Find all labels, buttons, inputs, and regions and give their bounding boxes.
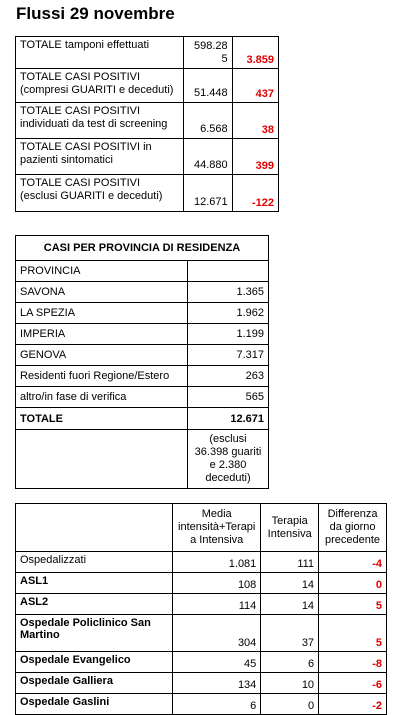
table-row-total <box>16 408 269 430</box>
hospital-name: ASL2 <box>16 594 173 615</box>
diff-value: 0 <box>319 573 387 594</box>
table-row <box>16 573 387 594</box>
table-row <box>16 673 387 694</box>
table-row <box>16 282 269 303</box>
row-label: TOTALE CASI POSITIVI (compresi GUARITI e deceduti) <box>16 69 184 103</box>
diff-value: -4 <box>319 552 387 573</box>
total-value: 12.671 <box>188 408 269 430</box>
total-label: TOTALE <box>16 408 188 430</box>
province-value: 565 <box>188 387 269 408</box>
province-value: 7.317 <box>188 345 269 366</box>
hospital-table <box>15 503 387 715</box>
province-name: GENOVA <box>16 345 188 366</box>
column-header-differenza: Differenza da giorno precedente <box>319 504 387 552</box>
row-value: 44.880 <box>184 139 233 175</box>
table-header-row <box>16 504 387 552</box>
province-value: 1.199 <box>188 324 269 345</box>
diff-value: 5 <box>319 594 387 615</box>
table-row <box>16 261 269 282</box>
province-value: 1.962 <box>188 303 269 324</box>
ti-value: 37 <box>261 615 319 652</box>
row-label: TOTALE CASI POSITIVI (esclusi GUARITI e deceduti) <box>16 175 184 212</box>
table-row <box>16 615 387 652</box>
ti-value: 6 <box>261 652 319 673</box>
empty-cell <box>188 261 269 282</box>
media-value: 108 <box>173 573 261 594</box>
column-header-media: Media intensità+Terapi a Intensiva <box>173 504 261 552</box>
row-diff: 38 <box>232 103 278 139</box>
province-value: 1.365 <box>188 282 269 303</box>
row-value <box>184 37 233 69</box>
row-diff: 399 <box>232 139 278 175</box>
media-value: 134 <box>173 673 261 694</box>
table-row <box>16 552 387 573</box>
province-name: Residenti fuori Regione/Estero <box>16 366 188 387</box>
diff-value: -6 <box>319 673 387 694</box>
hospital-name: Ospedale Galliera <box>16 673 173 694</box>
total-note: (esclusi 36.398 guariti e 2.380 deceduti) <box>188 430 269 489</box>
table-row <box>16 37 279 69</box>
diff-value: -2 <box>319 694 387 715</box>
row-label: TOTALE tamponi effettuati <box>16 37 184 69</box>
empty-header-cell <box>16 504 173 552</box>
table-row <box>16 69 279 103</box>
media-value: 1.081 <box>173 552 261 573</box>
hospital-name: Ospedale Gaslini <box>16 694 173 715</box>
value-text: 598.28 5 <box>193 40 228 65</box>
table-row <box>16 430 269 489</box>
row-value: 6.568 <box>184 103 233 139</box>
province-name: altro/in fase di verifica <box>16 387 188 408</box>
province-name: IMPERIA <box>16 324 188 345</box>
diff-value: -8 <box>319 652 387 673</box>
table-row <box>16 366 269 387</box>
media-value: 114 <box>173 594 261 615</box>
table-row <box>16 303 269 324</box>
ti-value: 111 <box>261 552 319 573</box>
row-diff: -122 <box>232 175 278 212</box>
row-value: 12.671 <box>184 175 233 212</box>
province-column-label: PROVINCIA <box>16 261 188 282</box>
province-table <box>15 235 269 489</box>
row-diff: 437 <box>232 69 278 103</box>
hospital-name: ASL1 <box>16 573 173 594</box>
hospital-name: Ospedalizzati <box>16 552 173 573</box>
page-title: Flussi 29 novembre <box>16 4 175 23</box>
column-header-terapia: Terapia Intensiva <box>261 504 319 552</box>
province-table-header: CASI PER PROVINCIA DI RESIDENZA <box>16 236 269 261</box>
ti-value: 14 <box>261 573 319 594</box>
row-label: TOTALE CASI POSITIVI in pazienti sintomatici <box>16 139 184 175</box>
empty-cell <box>16 430 188 489</box>
row-diff: 3.859 <box>232 37 278 69</box>
media-value: 45 <box>173 652 261 673</box>
province-name: LA SPEZIA <box>16 303 188 324</box>
province-name: SAVONA <box>16 282 188 303</box>
table-row <box>16 175 279 212</box>
table-row <box>16 387 269 408</box>
ti-value: 0 <box>261 694 319 715</box>
table-header-row <box>16 236 269 261</box>
table-row <box>16 694 387 715</box>
table-row <box>16 139 279 175</box>
diff-value: 5 <box>319 615 387 652</box>
row-value: 51.448 <box>184 69 233 103</box>
hospital-name: Ospedale Evangelico <box>16 652 173 673</box>
province-value: 263 <box>188 366 269 387</box>
ti-value: 14 <box>261 594 319 615</box>
table-row <box>16 594 387 615</box>
table-row <box>16 345 269 366</box>
row-label: TOTALE CASI POSITIVI individuati da test di screening <box>16 103 184 139</box>
media-value: 304 <box>173 615 261 652</box>
summary-table <box>15 36 279 212</box>
table-row <box>16 324 269 345</box>
media-value: 6 <box>173 694 261 715</box>
table-row <box>16 652 387 673</box>
table-row <box>16 103 279 139</box>
ti-value: 10 <box>261 673 319 694</box>
hospital-name: Ospedale Policlinico San Martino <box>16 615 173 652</box>
